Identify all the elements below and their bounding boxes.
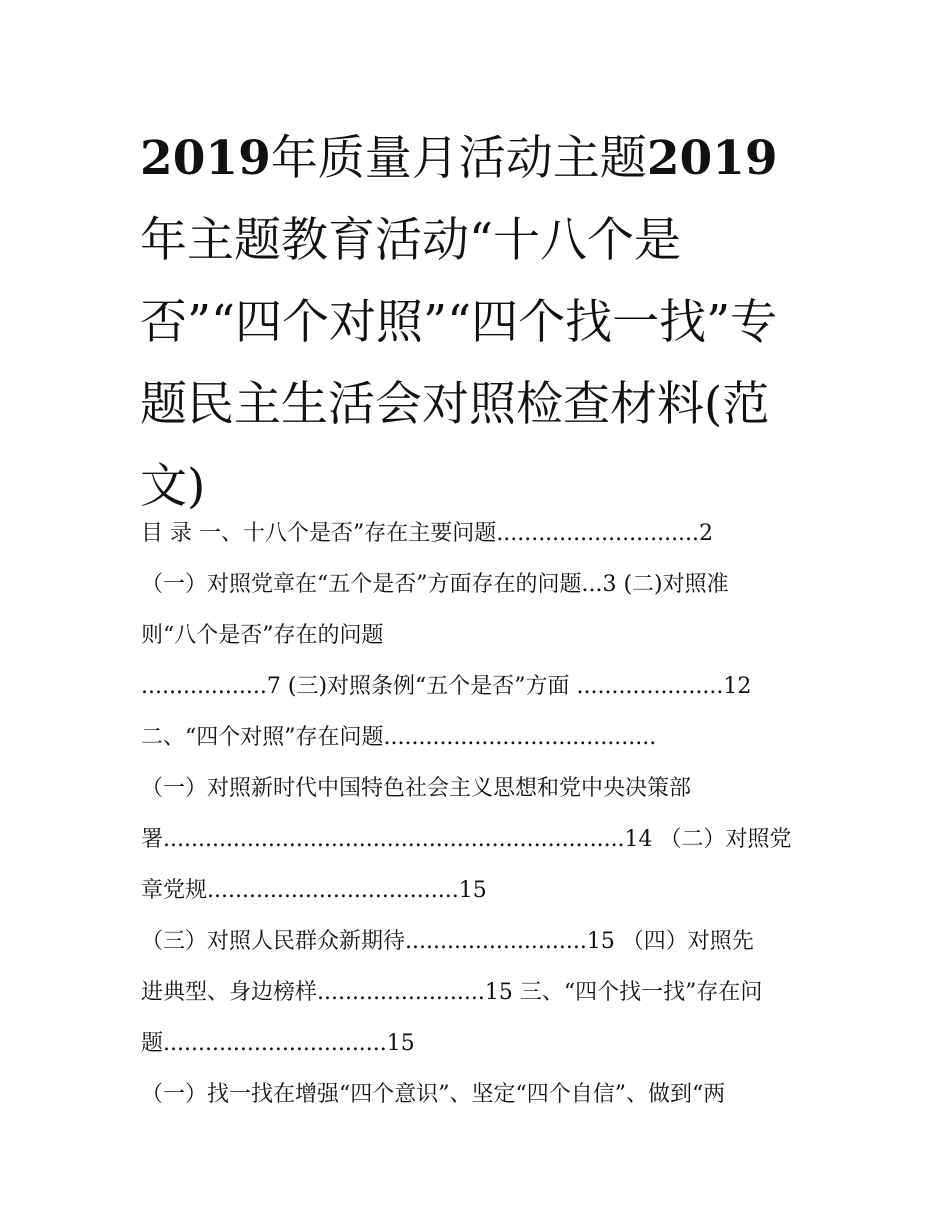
title-line-5: 文): [140, 459, 206, 514]
toc-line: ..................7 (三)对照条例“五个是否”方面 .....................12: [141, 674, 752, 699]
title-line-2: 年主题教育活动“十八个是: [140, 213, 682, 268]
toc-line: （一）对照党章在“五个是否”方面存在的问题...3 (二)对照准: [141, 572, 729, 597]
toc-line: （三）对照人民群众新期待..........................15 （四）对照先: [141, 929, 754, 954]
toc-line: 目 录 一、十八个是否”存在主要问题.............................2: [141, 521, 714, 546]
title-text: 年质量月活动主题: [270, 131, 647, 186]
toc-line: 题................................15: [141, 1031, 415, 1056]
title-line-1: [140, 118, 820, 200]
toc-line: 署..................................................................14 （二）对照党: [141, 827, 792, 852]
toc-line: 章党规....................................15: [141, 878, 487, 903]
title-year-start: 2019: [140, 131, 271, 186]
title-line-4: 题民主生活会对照检查材料(范: [140, 377, 770, 432]
toc-line: 进典型、身边榜样........................15 三、“四个找一找”存在问: [141, 980, 763, 1005]
toc-line: （一）对照新时代中国特色社会主义思想和党中央决策部: [141, 776, 692, 801]
title-line-3: 否”“四个对照”“四个找一找”专: [140, 295, 778, 350]
toc-line: （一）找一找在增强“四个意识”、坚定“四个自信”、做到“两: [141, 1082, 726, 1107]
document-title: [140, 118, 820, 528]
toc-line: 二、“四个对照”存在问题.......................................: [141, 725, 657, 750]
toc-line: 则“八个是否”存在的问题: [141, 623, 384, 648]
title-year-end: 2019: [646, 131, 778, 186]
